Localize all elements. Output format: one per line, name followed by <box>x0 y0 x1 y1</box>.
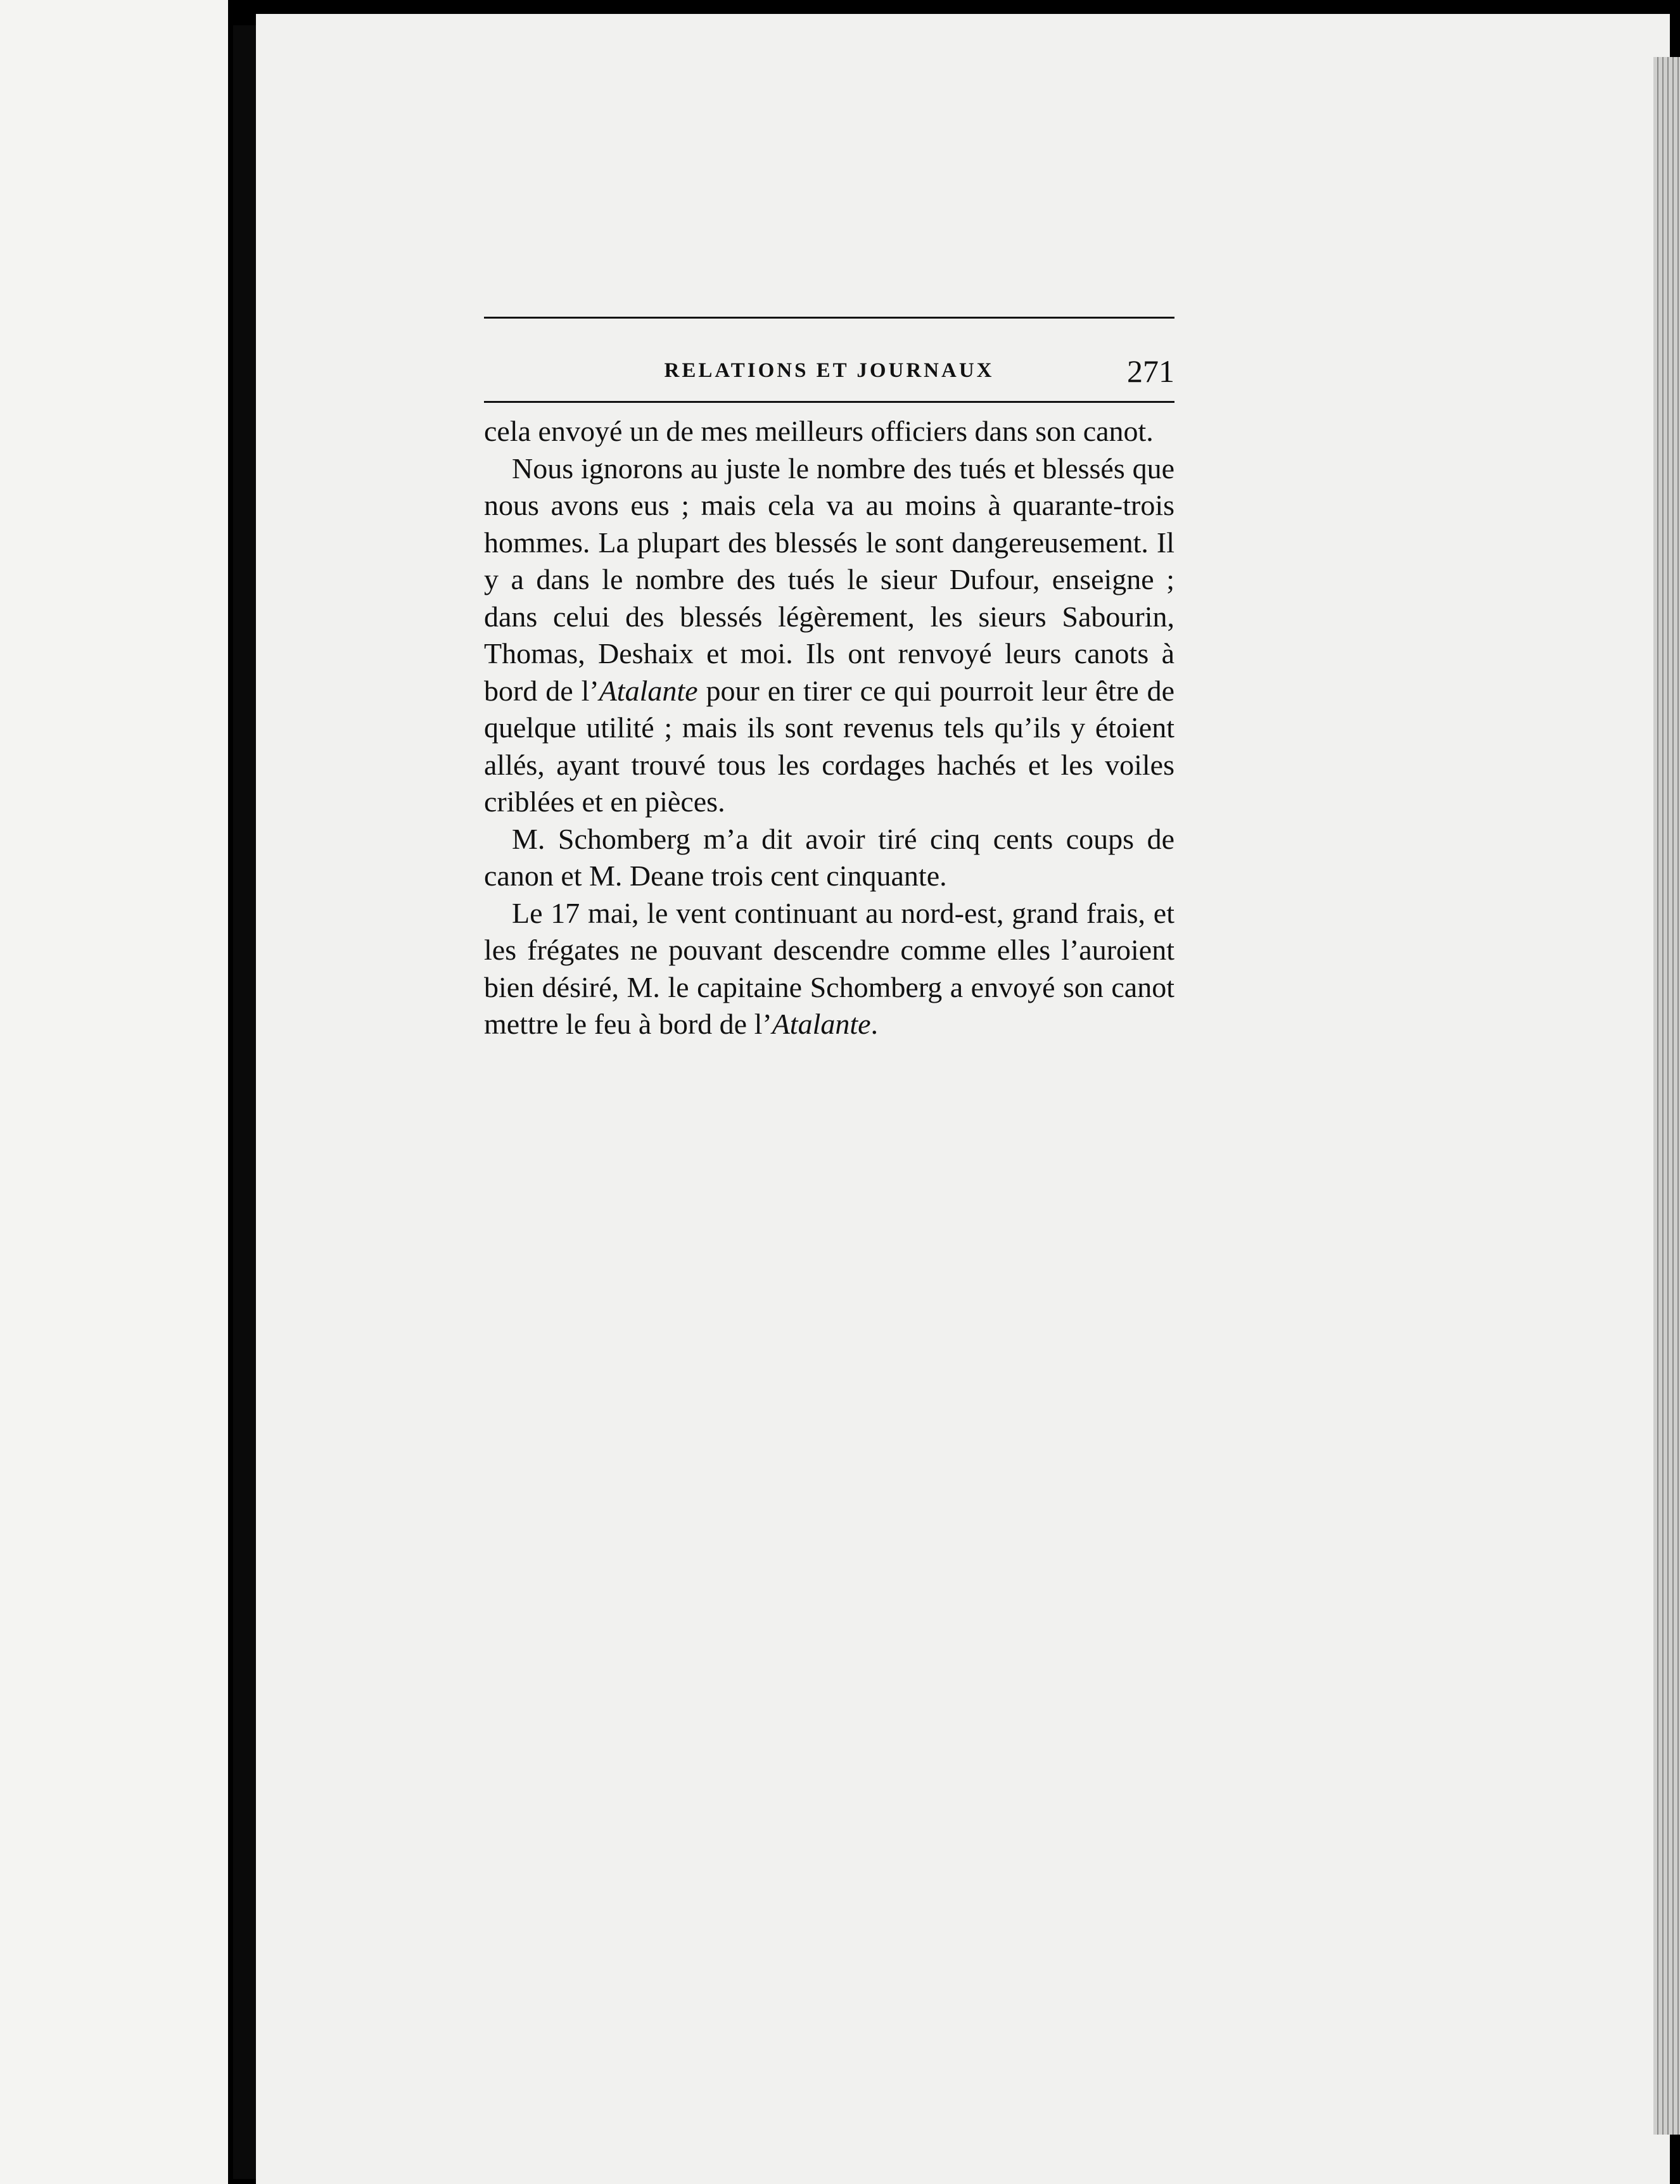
gutter-shadow <box>233 25 256 2179</box>
paragraph-2 <box>484 450 1174 821</box>
paragraph-1: cela envoyé un de mes meilleurs officiers dans son canot. <box>484 415 1154 447</box>
header-rule-bottom <box>484 401 1174 403</box>
ship-name-atalante: Atalante <box>599 674 698 707</box>
paragraph-2-text-a: Nous ignorons au juste le nombre des tués et blessés que nous avons eus ; mais cela va au moins à quarante-trois hommes. La plupart des blessés le sont dangereusement. Il y a dans le nombre des tués le sieur Dufour, enseigne ; dans celui des blessés légèrement, les sieurs Sabourin, Thomas, Deshaix et moi. Ils ont renvoyé leurs canots à bord de l’ <box>484 452 1174 707</box>
paragraph-4 <box>484 895 1174 1043</box>
page-edges <box>1653 57 1680 2135</box>
ship-name-atalante: Atalante <box>772 1008 871 1040</box>
page-header <box>484 353 1174 393</box>
paragraph-4-text-a: Le 17 mai, le vent continuant au nord-est, grand frais, et les frégates ne pouvant descendre comme elles l’auroient bien désiré, M. le capitaine Schomberg a envoyé son canot mettre le feu à bord de l’ <box>484 896 1174 1040</box>
page-content <box>484 317 1174 1043</box>
running-head: RELATIONS ET JOURNAUX <box>664 359 995 382</box>
paragraph-3: M. Schomberg m’a dit avoir tiré cinq cents coups de canon et M. Deane trois cent cinquante. <box>484 822 1174 892</box>
facing-page <box>0 0 228 2184</box>
body-text <box>484 413 1174 1043</box>
paragraph-2-text-b: pour en tirer ce qui pourroit leur être de quelque utilité ; mais ils sont revenus tels qu’ils y étoient allés, ayant trouvé tous les cordages hachés et les voiles criblées et en pièces. <box>484 674 1174 818</box>
page-number: 271 <box>1127 353 1174 389</box>
header-rule-top <box>484 317 1174 319</box>
paragraph-4-text-b: . <box>870 1008 879 1040</box>
